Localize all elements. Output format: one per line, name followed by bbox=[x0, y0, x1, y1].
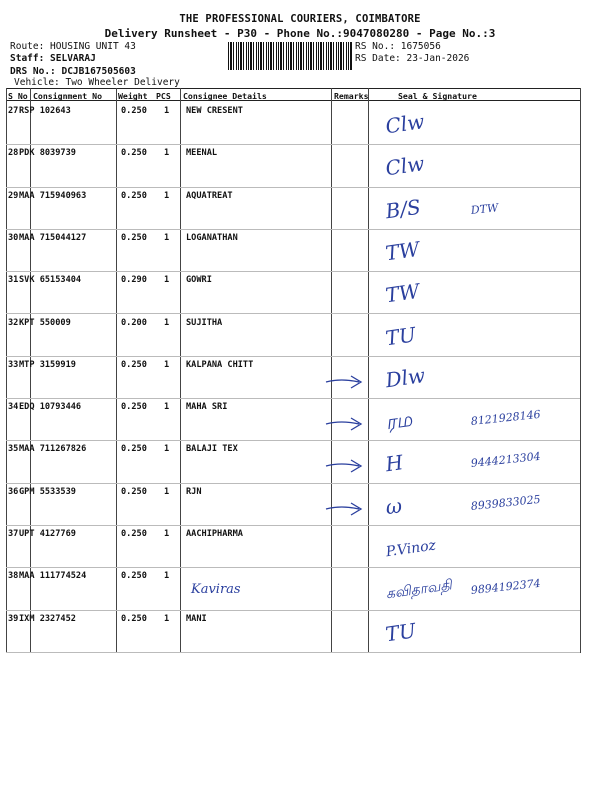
consignment-cell: MAA 715044127 bbox=[19, 232, 87, 243]
col-consignment: Consignment No bbox=[33, 91, 103, 101]
consignee-cell: RJN bbox=[186, 486, 202, 497]
remark-arrow-icon bbox=[326, 460, 361, 472]
col-remarks: Remarks bbox=[334, 91, 369, 101]
weight-cell: 0.250 bbox=[121, 529, 147, 539]
weight-cell: 0.250 bbox=[121, 444, 147, 455]
signature: B/S bbox=[384, 194, 423, 223]
table-row bbox=[6, 567, 580, 609]
consignee-cell: NEW CRESENT bbox=[186, 106, 243, 116]
table-row bbox=[6, 356, 580, 398]
sno-cell: 32 bbox=[8, 317, 19, 328]
consignment-cell: KPT 550009 bbox=[19, 317, 71, 328]
sno-cell: 27 bbox=[8, 106, 19, 116]
weight-cell: 0.250 bbox=[121, 232, 147, 243]
consignee-cell: AQUATREAT bbox=[186, 190, 233, 201]
pcs-cell: 1 bbox=[164, 402, 170, 413]
table-row bbox=[6, 187, 580, 229]
signature: P.Vinoz bbox=[384, 537, 437, 561]
company-title: THE PROFESSIONAL COURIERS, COIMBATORE bbox=[179, 13, 421, 25]
consignment-cell: MTP 3159919 bbox=[19, 359, 76, 370]
table-row bbox=[6, 144, 580, 186]
pcs-cell: 1 bbox=[164, 190, 170, 201]
weight-cell: 0.200 bbox=[121, 317, 147, 328]
pcs-cell: 1 bbox=[164, 148, 170, 159]
route-text: Route: HOUSING UNIT 43 bbox=[10, 41, 136, 52]
signature-note: 9444213304 bbox=[470, 450, 542, 471]
table-row bbox=[6, 271, 580, 313]
sno-cell: 35 bbox=[8, 444, 19, 455]
table-row bbox=[6, 398, 580, 440]
consignment-cell: UPT 4127769 bbox=[19, 529, 76, 539]
pcs-cell: 1 bbox=[164, 359, 170, 370]
signature: TW bbox=[384, 236, 421, 266]
remark-handwriting: Kaviras bbox=[191, 582, 241, 598]
vehicle-text: Vehicle: Two Wheeler Delivery bbox=[14, 77, 180, 88]
weight-cell: 0.250 bbox=[121, 359, 147, 370]
consignee-cell: LOGANATHAN bbox=[186, 232, 238, 243]
sno-cell: 30 bbox=[8, 232, 19, 243]
pcs-cell: 1 bbox=[164, 529, 170, 539]
pcs-cell: 1 bbox=[164, 571, 170, 582]
drs-text: DRS No.: DCJB167505603 bbox=[10, 66, 136, 77]
consignment-cell: RSP 102643 bbox=[19, 106, 71, 116]
staff-text: Staff: SELVARAJ bbox=[10, 53, 96, 64]
pcs-cell: 1 bbox=[164, 275, 170, 286]
consignee-cell: MANI bbox=[186, 613, 207, 624]
consignee-cell: MAHA SRI bbox=[186, 402, 228, 413]
col-pcs: PCS bbox=[156, 91, 171, 101]
consignee-cell: BALAJI TEX bbox=[186, 444, 238, 455]
signature: TW bbox=[384, 279, 421, 308]
sno-cell: 31 bbox=[8, 275, 19, 286]
consignment-cell: PDK 8039739 bbox=[19, 148, 76, 159]
consignment-cell: IXM 2327452 bbox=[19, 613, 76, 624]
consignment-cell: EDQ 10793446 bbox=[19, 402, 82, 413]
table-row bbox=[6, 525, 580, 567]
pcs-cell: 1 bbox=[164, 317, 170, 328]
weight-cell: 0.250 bbox=[121, 190, 147, 201]
remark-arrow-icon bbox=[326, 503, 361, 515]
weight-cell: 0.250 bbox=[121, 106, 147, 116]
weight-cell: 0.250 bbox=[121, 486, 147, 497]
table-row bbox=[6, 610, 580, 652]
pcs-cell: 1 bbox=[164, 232, 170, 243]
consignment-cell: GPM 5533539 bbox=[19, 486, 76, 497]
consignee-cell: MEENAL bbox=[186, 148, 218, 159]
pcs-cell: 1 bbox=[164, 486, 170, 497]
signature: H bbox=[384, 450, 405, 477]
rs-date: RS Date: 23-Jan-2026 bbox=[355, 53, 470, 64]
table-row bbox=[6, 314, 580, 356]
col-seal: Seal & Signature bbox=[398, 91, 477, 101]
sno-cell: 37 bbox=[8, 529, 19, 539]
runsheet-title: Delivery Runsheet - P30 - Phone No.:9047080280 - Page No.:3 bbox=[104, 27, 496, 40]
consignee-cell: SUJITHA bbox=[186, 317, 223, 328]
weight-cell: 0.250 bbox=[121, 148, 147, 159]
signature-note: 8121928146 bbox=[470, 407, 542, 429]
remark-arrow-icon bbox=[326, 418, 361, 430]
table-row bbox=[6, 229, 580, 271]
weight-cell: 0.250 bbox=[121, 613, 147, 624]
consignment-cell: MAA 111774524 bbox=[19, 571, 87, 582]
sno-cell: 34 bbox=[8, 402, 19, 413]
table-row bbox=[6, 440, 580, 482]
signature-note: 8939833025 bbox=[470, 492, 542, 513]
signature: Clw bbox=[384, 151, 426, 181]
col-sno: S No bbox=[8, 91, 28, 101]
signature: ரம bbox=[384, 406, 414, 435]
signature: ω bbox=[384, 492, 404, 519]
consignment-cell: SVK 65153404 bbox=[19, 275, 82, 286]
sno-cell: 39 bbox=[8, 613, 19, 624]
signature-note: 9894192374 bbox=[470, 577, 542, 598]
runsheet-table bbox=[6, 88, 580, 652]
pcs-cell: 1 bbox=[164, 444, 170, 455]
signature: கவிதாவதி bbox=[384, 577, 453, 603]
consignment-cell: MAA 715940963 bbox=[19, 190, 87, 201]
consignee-cell: GOWRI bbox=[186, 275, 212, 286]
signature-note: DTW bbox=[470, 200, 499, 217]
table-row bbox=[6, 102, 580, 144]
consignment-cell: MAA 711267826 bbox=[19, 444, 87, 455]
col-weight: Weight bbox=[118, 91, 148, 101]
handwriting-area bbox=[181, 606, 581, 658]
pcs-cell: 1 bbox=[164, 106, 170, 116]
sno-cell: 36 bbox=[8, 486, 19, 497]
signature: TU bbox=[384, 321, 418, 350]
consignee-cell: AACHIPHARMA bbox=[186, 529, 243, 539]
rs-number: RS No.: 1675056 bbox=[355, 41, 441, 52]
signature: Dlw bbox=[384, 362, 427, 393]
weight-cell: 0.250 bbox=[121, 571, 147, 582]
signature: Clw bbox=[384, 109, 426, 139]
sno-cell: 33 bbox=[8, 359, 19, 370]
col-consignee: Consignee Details bbox=[183, 91, 267, 101]
sno-cell: 29 bbox=[8, 190, 19, 201]
barcode bbox=[228, 42, 352, 70]
weight-cell: 0.290 bbox=[121, 275, 147, 286]
weight-cell: 0.250 bbox=[121, 402, 147, 413]
remark-arrow-icon bbox=[326, 376, 361, 388]
pcs-cell: 1 bbox=[164, 613, 170, 624]
signature: TU bbox=[384, 617, 418, 646]
sno-cell: 28 bbox=[8, 148, 19, 159]
sno-cell: 38 bbox=[8, 571, 19, 582]
consignee-cell: KALPANA CHITT bbox=[186, 359, 254, 370]
table-row bbox=[6, 483, 580, 525]
